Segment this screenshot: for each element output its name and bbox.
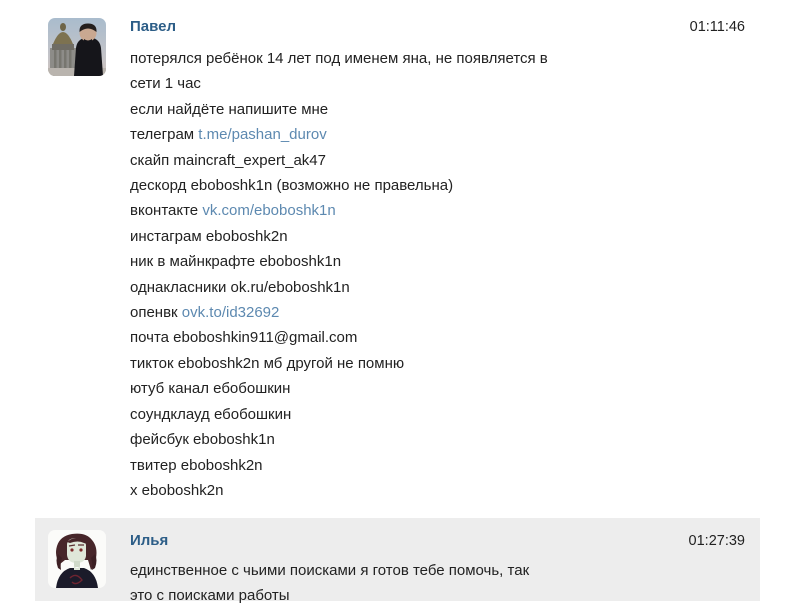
message-text-segment: инстаграм eboboshk2n [130,227,288,245]
message-line [130,427,745,452]
drawn-character-image [48,530,106,588]
message-text-segment: почта eboboshkin911@gmail.com [130,329,358,347]
message-line [130,558,745,583]
message-header [130,17,745,37]
avatar-ilya[interactable] [48,530,106,588]
message-line [130,376,745,401]
message-line [130,173,745,198]
message-line [130,198,745,223]
message-text-segment: вконтакте [130,202,203,220]
inline-link[interactable]: vk.com/eboboshk1n [202,202,336,220]
message-text-segment: скайп maincraft_expert_ak47 [130,151,326,169]
message-text-segment: дескорд eboboshk1n (возможно не правельна) [130,177,454,195]
message-text-segment: фейсбук eboboshk1n [130,431,275,449]
message-text-segment: если найдёте напишите мне [130,100,329,118]
message-body [130,17,745,503]
message-line [130,275,745,300]
message-text-segment: x eboboshk2n [130,481,224,499]
message-line [130,97,745,122]
message-header [130,531,745,551]
message-text-segment: тикток eboboshk2n мб другой не помню [130,354,405,372]
photo-man-near-cathedral-image [48,18,106,76]
message-text-segment: опенвк [130,304,182,322]
message-line [130,325,745,350]
inline-link[interactable]: t.me/pashan_durov [198,126,327,144]
message-line [130,351,745,376]
message-text-segment: соундклауд ебобошкин [130,405,292,423]
message-line [130,249,745,274]
message-author-link[interactable]: Павел [130,18,177,35]
message-body [130,531,745,609]
message-text-segment: это с поисками работы [130,587,290,605]
message-text-segment: однакласники ok.ru/eboboshk1n [130,278,350,296]
inline-link[interactable]: ovk.to/id32692 [181,304,280,322]
message-line [130,453,745,478]
message-text-segment: единственное с чьими поисками я готов тебе помочь, так [130,562,530,579]
message-text-segment: телеграм [130,126,199,144]
message-ilya-unread [35,518,760,605]
message-line [130,300,745,325]
message-text-segment: ютуб канал ебобошкин [130,380,291,398]
message-line [130,224,745,249]
message-line [130,148,745,173]
message-line [130,46,745,71]
message-line [130,122,745,147]
message-text-segment: твитер eboboshk2n [130,456,263,474]
message-text-segment: сети 1 час [130,75,201,93]
message-line [130,583,745,608]
avatar-pavel[interactable] [48,18,106,76]
message-text-segment: ник в майнкрафте eboboshk1n [130,253,342,271]
message-text [130,558,745,609]
message-author-link[interactable]: Илья [130,532,169,549]
message-timestamp: 01:27:39 [688,533,745,549]
message-text [130,46,745,503]
message-line [130,478,745,503]
message-line [130,71,745,96]
message-text-segment: потерялся ребёнок 14 лет под именем яна, не появляется в [130,50,548,67]
message-line [130,402,745,427]
message-timestamp: 01:11:46 [689,19,745,35]
